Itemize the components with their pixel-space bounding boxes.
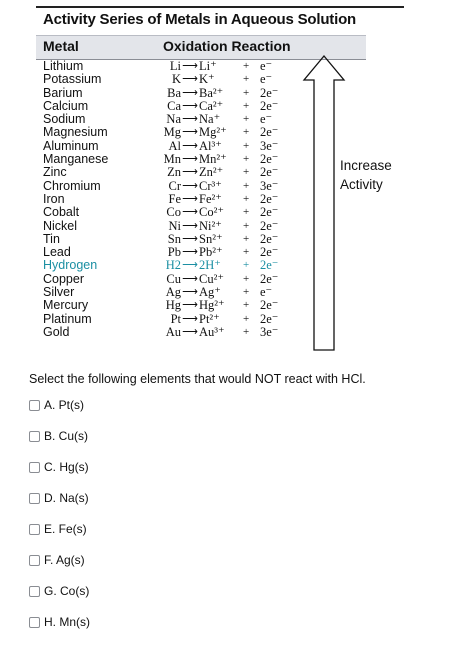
reaction-arrow-icon: ⟶ [182, 192, 198, 205]
ion-symbol: Pb²⁺ [199, 245, 223, 260]
reaction-arrow-icon: ⟶ [182, 73, 198, 86]
electron-count: 3e⁻ [260, 324, 279, 339]
reaction-arrow-icon: ⟶ [182, 166, 198, 179]
ion-symbol: Pt²⁺ [199, 311, 220, 326]
checkbox[interactable] [29, 524, 40, 535]
checkbox[interactable] [29, 431, 40, 442]
reaction-row [155, 206, 315, 219]
reaction-arrow-icon: ⟶ [182, 139, 198, 152]
plus-sign: + [243, 312, 250, 325]
plus-sign: + [243, 73, 250, 86]
answer-option[interactable] [29, 614, 90, 630]
electron-count: 2e⁻ [260, 152, 279, 167]
increase-label-line1: Increase [340, 158, 392, 173]
metal-name: Hydrogen [43, 258, 98, 273]
ion-symbol: Cu²⁺ [199, 271, 224, 286]
element-symbol: Fe [168, 191, 181, 206]
option-label: G. Co(s) [44, 584, 90, 598]
option-label: E. Fe(s) [44, 522, 87, 536]
electron-count: 2e⁻ [260, 165, 279, 180]
reaction-arrow-icon: ⟶ [182, 113, 198, 126]
element-symbol: Na [166, 112, 181, 127]
plus-sign: + [243, 139, 250, 152]
element-symbol: H2 [165, 258, 181, 273]
reaction-arrow-icon: ⟶ [182, 179, 198, 192]
electron-count: 2e⁻ [260, 271, 279, 286]
table-top-rule [36, 6, 404, 8]
reaction-row [155, 60, 315, 73]
plus-sign: + [243, 259, 250, 272]
answer-option[interactable] [29, 459, 89, 475]
answer-option[interactable] [29, 552, 85, 568]
metal-name: Silver [43, 285, 75, 300]
metal-list [43, 60, 108, 339]
answer-option[interactable] [29, 397, 84, 413]
metal-name: Calcium [43, 98, 89, 113]
reaction-arrow-icon: ⟶ [182, 153, 198, 166]
plus-sign: + [243, 86, 250, 99]
metal-name: Manganese [43, 152, 109, 167]
metal-name: Lead [43, 245, 71, 260]
reaction-arrow-icon: ⟶ [182, 259, 198, 272]
option-label: B. Cu(s) [44, 429, 89, 443]
reaction-arrow-icon: ⟶ [182, 232, 198, 245]
plus-sign: + [243, 286, 250, 299]
reaction-row [155, 273, 315, 286]
answer-option[interactable] [29, 490, 89, 506]
plus-sign: + [243, 246, 250, 259]
plus-sign: + [243, 99, 250, 112]
plus-sign: + [243, 192, 250, 205]
reaction-arrow-icon: ⟶ [182, 86, 198, 99]
plus-sign: + [243, 206, 250, 219]
plus-sign: + [243, 272, 250, 285]
reaction-row [155, 299, 315, 312]
ion-symbol: Sn²⁺ [199, 231, 223, 246]
electron-count: 2e⁻ [260, 85, 279, 100]
electron-count: 2e⁻ [260, 205, 279, 220]
reaction-row [155, 193, 315, 206]
metal-name: Sodium [43, 112, 86, 127]
ion-symbol: Na⁺ [199, 112, 221, 127]
reaction-arrow-icon: ⟶ [182, 219, 198, 232]
answer-option[interactable] [29, 428, 88, 444]
reaction-row [155, 180, 315, 193]
reaction-arrow-icon: ⟶ [182, 99, 198, 112]
element-symbol: Al [168, 138, 181, 153]
reaction-row [155, 166, 315, 179]
reaction-row [155, 87, 315, 100]
header-top-rule [36, 35, 366, 36]
checkbox[interactable] [29, 400, 40, 411]
reaction-row [155, 113, 315, 126]
plus-sign: + [243, 219, 250, 232]
metal-name: Platinum [43, 311, 92, 326]
electron-count: 3e⁻ [260, 178, 279, 193]
column-header-metal: Metal [43, 38, 79, 54]
question-prompt: Select the following elements that would NOT react with HCl. [29, 372, 366, 386]
metal-name: Potassium [43, 72, 102, 87]
ion-symbol: Ni²⁺ [199, 218, 222, 233]
plus-sign: + [243, 232, 250, 245]
reaction-arrow-icon: ⟶ [182, 299, 198, 312]
electron-count: 2e⁻ [260, 125, 279, 140]
plus-sign: + [243, 60, 250, 72]
ion-symbol: Ba²⁺ [199, 85, 224, 100]
element-symbol: Mn [163, 152, 181, 167]
ion-symbol: Fe²⁺ [199, 191, 222, 206]
element-symbol: Hg [165, 298, 181, 313]
metal-name: Chromium [43, 178, 101, 193]
electron-count: 2e⁻ [260, 218, 279, 233]
reaction-row [155, 73, 315, 86]
reaction-row [155, 259, 315, 272]
reaction-row [155, 153, 315, 166]
answer-option[interactable] [29, 583, 89, 599]
increase-activity-label [340, 156, 392, 194]
metal-name: Zinc [43, 165, 67, 180]
reaction-row [155, 286, 315, 299]
metal-name: Mercury [43, 298, 89, 313]
ion-symbol: Co²⁺ [199, 205, 224, 220]
element-symbol: Ni [168, 218, 181, 233]
metal-name: Tin [43, 231, 60, 246]
ion-symbol: Mg²⁺ [199, 125, 227, 140]
ion-symbol: 2H⁺ [199, 258, 221, 273]
electron-count: e⁻ [260, 72, 273, 87]
reaction-row [155, 326, 315, 339]
reaction-arrow-icon: ⟶ [182, 272, 198, 285]
electron-count: 2e⁻ [260, 258, 279, 273]
plus-sign: + [243, 113, 250, 126]
element-symbol: Pb [167, 245, 181, 260]
reaction-row [155, 126, 315, 139]
plus-sign: + [243, 179, 250, 192]
element-symbol: Cr [168, 178, 181, 193]
checkbox[interactable] [29, 493, 40, 504]
ion-symbol: Li⁺ [199, 59, 217, 73]
element-symbol: Ag [165, 285, 181, 300]
electron-count: 2e⁻ [260, 231, 279, 246]
metal-name: Copper [43, 271, 84, 286]
plus-sign: + [243, 325, 250, 338]
element-symbol: Ba [167, 85, 181, 100]
ion-symbol: Ca²⁺ [199, 98, 224, 113]
element-symbol: Sn [167, 231, 181, 246]
electron-count: 2e⁻ [260, 191, 279, 206]
ion-symbol: Al³⁺ [199, 138, 222, 153]
plus-sign: + [243, 166, 250, 179]
plus-sign: + [243, 299, 250, 312]
option-label: C. Hg(s) [44, 460, 89, 474]
reaction-arrow-icon: ⟶ [182, 206, 198, 219]
increase-label-line2: Activity [340, 177, 383, 192]
ion-symbol: Zn²⁺ [199, 165, 224, 180]
reaction-row [155, 140, 315, 153]
element-symbol: Co [166, 205, 181, 220]
element-symbol: Pt [170, 311, 181, 326]
element-symbol: Mg [163, 125, 181, 140]
option-label: A. Pt(s) [44, 398, 85, 412]
metal-name: Barium [43, 85, 83, 100]
electron-count: 2e⁻ [260, 245, 279, 260]
reaction-row [155, 220, 315, 233]
reaction-arrow-icon: ⟶ [182, 60, 198, 72]
column-header-oxidation-reaction: Oxidation Reaction [163, 38, 291, 54]
reaction-arrow-icon: ⟶ [182, 126, 198, 139]
reaction-arrow-icon: ⟶ [182, 246, 198, 259]
option-label: H. Mn(s) [44, 615, 90, 629]
ion-symbol: Au³⁺ [199, 324, 225, 339]
reaction-row [155, 313, 315, 326]
ion-symbol: Hg²⁺ [199, 298, 225, 313]
reaction-arrow-icon: ⟶ [182, 312, 198, 325]
electron-count: 2e⁻ [260, 98, 279, 113]
table-title: Activity Series of Metals in Aqueous Solution [43, 11, 356, 28]
element-symbol: Zn [167, 165, 181, 180]
electron-count: 2e⁻ [260, 298, 279, 313]
checkbox[interactable] [29, 617, 40, 628]
ion-symbol: Ag⁺ [199, 285, 221, 300]
electron-count: e⁻ [260, 285, 273, 300]
metal-name: Lithium [43, 59, 84, 73]
element-symbol: Au [165, 324, 181, 339]
reaction-row [155, 246, 315, 259]
element-symbol: Ca [167, 98, 181, 113]
reaction-row [155, 100, 315, 113]
plus-sign: + [243, 126, 250, 139]
reaction-arrow-icon: ⟶ [182, 325, 198, 338]
electron-count: e⁻ [260, 59, 273, 73]
reaction-arrow-icon: ⟶ [182, 286, 198, 299]
electron-count: 3e⁻ [260, 138, 279, 153]
option-label: F. Ag(s) [44, 553, 85, 567]
ion-symbol: K⁺ [199, 72, 215, 87]
ion-symbol: Mn²⁺ [199, 152, 227, 167]
ion-symbol: Cr³⁺ [199, 178, 222, 193]
reaction-row [155, 233, 315, 246]
electron-count: e⁻ [260, 112, 273, 127]
metal-name: Gold [43, 324, 70, 339]
reaction-list [155, 60, 315, 339]
element-symbol: Cu [166, 271, 181, 286]
metal-name: Nickel [43, 218, 78, 233]
increase-activity-arrow-icon [302, 54, 346, 354]
plus-sign: + [243, 153, 250, 166]
checkbox[interactable] [29, 462, 40, 473]
option-label: D. Na(s) [44, 491, 89, 505]
checkbox[interactable] [29, 586, 40, 597]
answer-option[interactable] [29, 521, 87, 537]
metal-name: Aluminum [43, 138, 99, 153]
checkbox[interactable] [29, 555, 40, 566]
metal-name: Magnesium [43, 125, 108, 140]
metal-name: Cobalt [43, 205, 80, 220]
metal-name: Iron [43, 191, 65, 206]
element-symbol: Li [169, 59, 181, 73]
electron-count: 2e⁻ [260, 311, 279, 326]
element-symbol: K [171, 72, 181, 87]
